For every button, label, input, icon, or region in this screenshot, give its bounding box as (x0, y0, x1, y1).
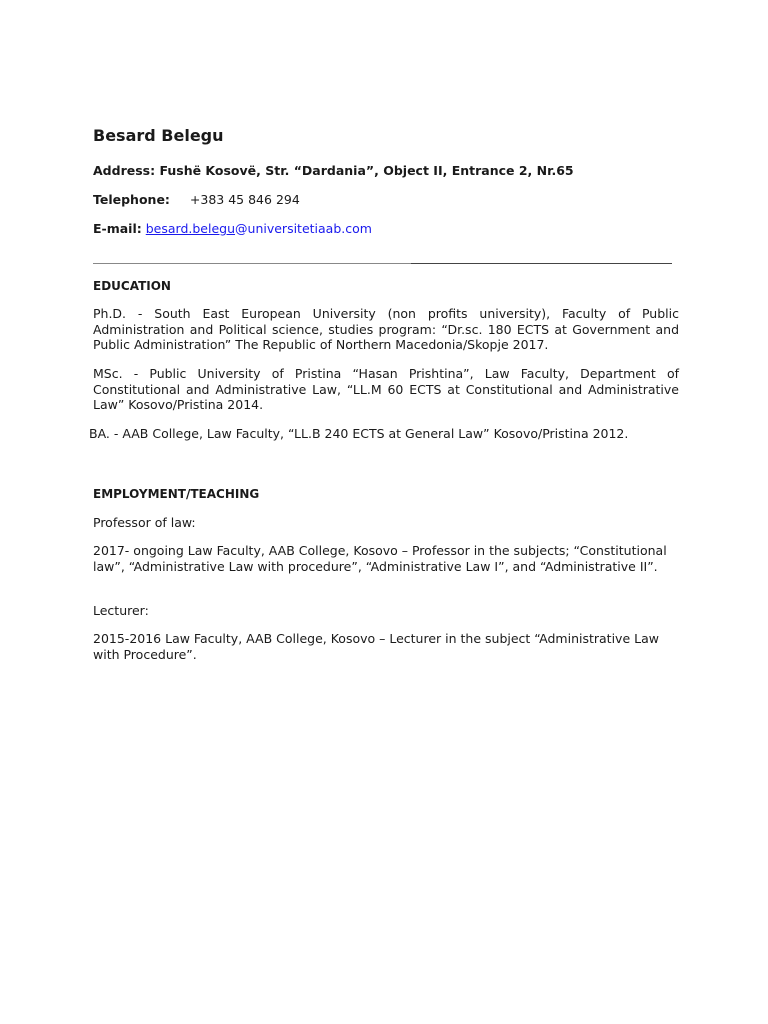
cv-name: Besard Belegu (93, 126, 224, 145)
telephone-value: +383 45 846 294 (189, 192, 300, 207)
education-item-phd: Ph.D. - South East European University (non profits university), Faculty of Public Administration and Political science, studies program: “Dr.sc. 180 ECTS at Government and Public Administration” The Republic of Northern Macedonia/Skopje 2017. (93, 306, 679, 352)
employment-title: EMPLOYMENT/TEACHING (93, 487, 260, 501)
telephone-label: Telephone: (93, 192, 170, 207)
divider-line-left (93, 263, 411, 264)
address-value: Fushë Kosovë, Str. “Dardania”, Object II, Entrance 2, Nr.65 (159, 163, 574, 178)
employment-heading-professor: Professor of law: (93, 515, 196, 530)
email-line (93, 221, 372, 237)
address-line (93, 163, 574, 179)
employment-item-lecturer: 2015-2016 Law Faculty, AAB College, Kosovo – Lecturer in the subject “Administrative Law with Procedure”. (93, 631, 659, 662)
telephone-line (93, 192, 300, 208)
email-link[interactable]: besard.belegu (145, 221, 236, 236)
employment-item-professor: 2017- ongoing Law Faculty, AAB College, Kosovo – Professor in the subjects; “Constitutional law”, “Administrative Law with procedure”, “Administrative Law I”, and “Administrative II”. (93, 543, 667, 574)
education-title: EDUCATION (93, 279, 171, 293)
education-item-ba: BA. - AAB College, Law Faculty, “LL.B 240 ECTS at General Law” Kosovo/Pristina 2012. (89, 426, 629, 441)
employment-heading-lecturer: Lecturer: (93, 603, 149, 618)
education-item-msc: MSc. - Public University of Pristina “Hasan Prishtina”, Law Faculty, Department of Constitutional and Administrative Law, “LL.M 60 ECTS at Constitutional and Administrative Law” Kosovo/Pristina 2014. (93, 366, 679, 412)
email-domain: @universitetiaab.com (235, 221, 372, 236)
address-label: Address: (93, 163, 156, 178)
divider-line-right (411, 263, 672, 264)
email-label: E-mail: (93, 221, 142, 236)
